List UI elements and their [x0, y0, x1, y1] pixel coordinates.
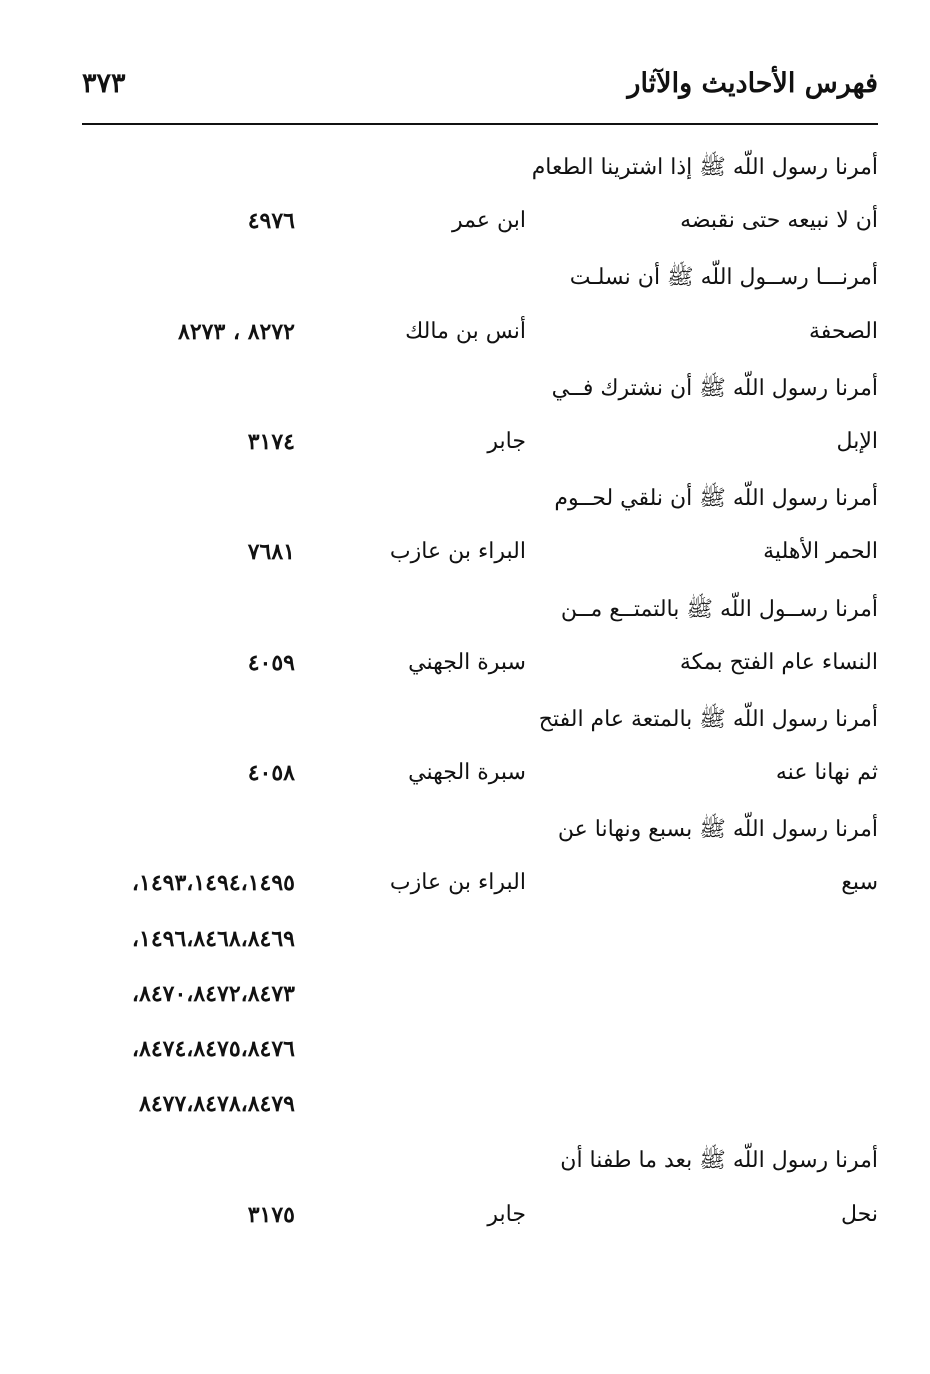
- hadith-numbers: ٨٤٧٧،٨٤٧٨،٨٤٧٩: [139, 1091, 295, 1118]
- hadith-text: أمرنـــا رســول اللّه ﷺ أن نسلـت: [569, 265, 878, 291]
- narrator-name: أنس بن مالك: [405, 318, 526, 344]
- index-line: [80, 697, 878, 752]
- hadith-text: سبع: [841, 870, 878, 896]
- index-line: [80, 421, 878, 476]
- hadith-text: الإبل: [836, 428, 878, 454]
- header-divider: [82, 123, 878, 125]
- index-line: [80, 918, 878, 973]
- hadith-numbers: ٤٠٥٩: [247, 649, 295, 676]
- hadith-text: أمرنا رسول اللّه ﷺ بالمتعة عام الفتح: [538, 706, 878, 732]
- index-line: [80, 200, 878, 255]
- index-line: [80, 862, 878, 917]
- hadith-text: ثم نهانا عنه: [775, 760, 878, 786]
- hadith-numbers: ٤٠٥٨: [247, 760, 295, 787]
- index-line: [80, 1138, 878, 1193]
- hadith-text: نحل: [841, 1201, 878, 1227]
- hadith-numbers: ٣١٧٥: [247, 1201, 295, 1228]
- index-line: [80, 973, 878, 1028]
- hadith-text: أمرنا رسول اللّه ﷺ بعد ما طفنا أن: [560, 1148, 878, 1174]
- narrator-name: سبرة الجهني: [408, 760, 526, 786]
- hadith-text: الصحفة: [808, 318, 878, 344]
- index-line: [80, 807, 878, 862]
- index-line: [80, 531, 878, 586]
- hadith-text: أمرنا رسول اللّه ﷺ بسبع ونهانا عن: [557, 817, 878, 843]
- hadith-numbers: ٨٤٧٤،٨٤٧٥،٨٤٧٦،: [131, 1036, 295, 1062]
- hadith-numbers: ٤٩٧٦: [247, 208, 295, 235]
- narrator-name: البراء بن عازب: [389, 539, 526, 565]
- index-line: [80, 145, 878, 200]
- hadith-text: أن لا نبيعه حتى نقبضه: [680, 208, 878, 234]
- hadith-text: النساء عام الفتح بمكة: [679, 649, 878, 675]
- hadith-text: أمرنا رسول اللّه ﷺ أن نلقي لحــوم: [554, 486, 878, 512]
- narrator-name: جابر: [487, 428, 526, 454]
- index-line: [80, 255, 878, 310]
- page-header: [82, 62, 878, 118]
- hadith-numbers: ١٤٩٣،١٤٩٤،١٤٩٥،: [131, 870, 295, 897]
- narrator-name: ابن عمر: [452, 208, 526, 234]
- index-line: [80, 1028, 878, 1083]
- index-line: [80, 752, 878, 807]
- hadith-text: أمرنا رســول اللّه ﷺ بالتمتــع مــن: [560, 596, 878, 622]
- hadith-numbers: ٨٢٧٢ ، ٨٢٧٣: [178, 318, 295, 345]
- index-line: [80, 366, 878, 421]
- narrator-name: البراء بن عازب: [389, 870, 526, 896]
- index-line: [80, 1083, 878, 1138]
- narrator-name: سبرة الجهني: [408, 649, 526, 675]
- hadith-text: أمرنا رسول اللّه ﷺ إذا اشترينا الطعام: [531, 155, 878, 180]
- hadith-text: أمرنا رسول اللّه ﷺ أن نشترك فــي: [551, 375, 878, 401]
- hadith-numbers: ٧٦٨١: [247, 539, 295, 566]
- hadith-numbers: ٣١٧٤: [247, 428, 295, 455]
- index-line: [80, 476, 878, 531]
- page-title: فهرس الأحاديث والآثار: [627, 68, 878, 99]
- hadith-numbers: ٨٤٧٠،٨٤٧٢،٨٤٧٣،: [131, 980, 295, 1007]
- index-line: [80, 311, 878, 366]
- index-line: [80, 587, 878, 642]
- index-line: [80, 1194, 878, 1249]
- narrator-name: جابر: [487, 1201, 526, 1227]
- index-line: [80, 642, 878, 697]
- page-number: ٣٧٣: [82, 68, 126, 99]
- hadith-numbers: ١٤٩٦،٨٤٦٨،٨٤٦٩،: [131, 925, 295, 952]
- hadith-index-list: [80, 145, 878, 1249]
- hadith-text: الحمر الأهلية: [763, 539, 878, 565]
